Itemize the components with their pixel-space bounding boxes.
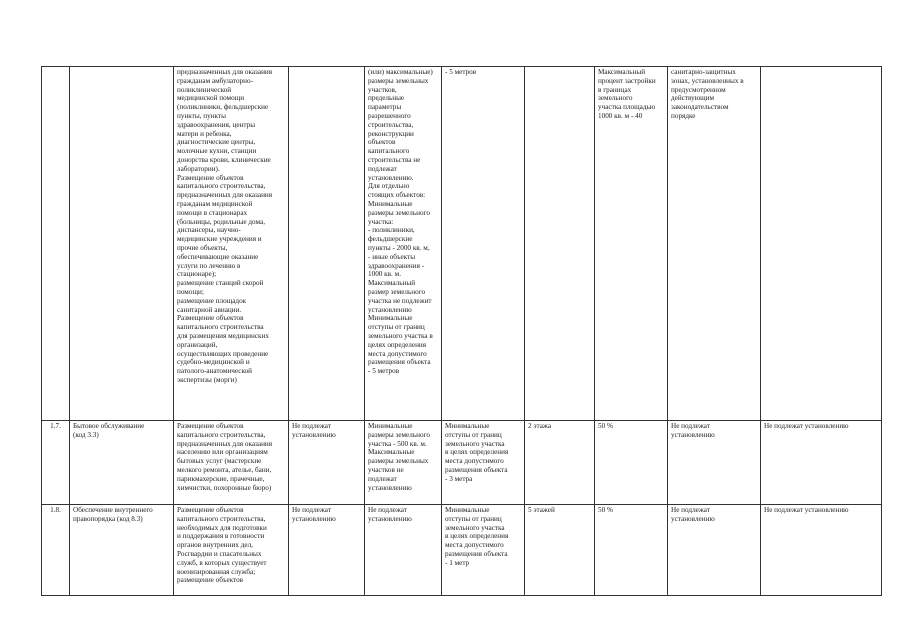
use-description: Размещение объектов капитального строительства, предназначенных для оказания населению или организациям бытовых услуг (мастерские мелкого ремонта, ателье, бани, парикмахерские, прачечные, химчистки, похоронные бюро) xyxy=(174,421,289,505)
row-number xyxy=(42,67,70,421)
row-number: 1.8. xyxy=(42,505,70,596)
row-number: 1.7. xyxy=(42,421,70,505)
coverage-cell: 50 % xyxy=(595,421,668,505)
cell-col10 xyxy=(761,67,882,421)
use-description: Размещение объектов капитального строительства, необходимых для подготовки и поддержания в готовности органов внутренних дел, Росгвардии и спасательных служб, в которых существует военизированная служба; размещение объектов xyxy=(174,505,289,596)
cell-col4: Не подлежат установлению xyxy=(289,421,365,505)
cell-col10: Не подлежат установлению xyxy=(761,421,882,505)
cell-col4: Не подлежат установлению xyxy=(289,505,365,596)
setback-cell: Минимальные отступы от границ земельного участка в целях определения места допустимого размещения объекта - 1 метр xyxy=(442,505,525,596)
use-type-name: Бытовое обслуживание (код 3.3) xyxy=(70,421,174,505)
restrictions-cell: Не подлежат установлению xyxy=(668,421,761,505)
cell-col4 xyxy=(289,67,365,421)
land-use-table xyxy=(41,66,882,596)
floors-cell xyxy=(525,67,595,421)
floors-cell: 2 этажа xyxy=(525,421,595,505)
use-type-name xyxy=(70,67,174,421)
table-row xyxy=(42,67,882,421)
setback-cell: - 5 метров xyxy=(442,67,525,421)
setback-cell: Минимальные отступы от границ земельного участка в целях определения места допустимого размещения объекта - 3 метра xyxy=(442,421,525,505)
floors-cell: 5 этажей xyxy=(525,505,595,596)
table-row xyxy=(42,505,882,596)
plot-size-cell: Не подлежат установлению xyxy=(365,505,442,596)
use-type-name: Обеспечение внутреннего правопорядка (код 8.3) xyxy=(70,505,174,596)
restrictions-cell: Не подлежат установлению xyxy=(668,505,761,596)
cell-col10: Не подлежат установлению xyxy=(761,505,882,596)
coverage-cell: Максимальный процент застройки в границах земельного участка площадью 1000 кв. м - 40 xyxy=(595,67,668,421)
plot-size-cell: (или) максимальные) размеры земельных участков, предельные параметры разрешенного строительства, реконструкции объектов капитального строительства не подлежат установлению. Для отдельно стоящих объектов: Минимальные размеры земельного участка: - поликлиники, фельдшерские пункты - 2000 кв. м, - иные объекты здравоохранения - 1000 кв. м. Максимальный размер земельного участка не подлежит установлению Минимальные отступы от границ земельного участка в целях определения места допустимого размещения объекта - 5 метров xyxy=(365,67,442,421)
restrictions-cell: санитарно-защитных зонах, установленных в предусмотренном действующим законодательством порядке xyxy=(668,67,761,421)
coverage-cell: 50 % xyxy=(595,505,668,596)
table-row xyxy=(42,421,882,505)
plot-size-cell: Минимальные размеры земельного участка - 500 кв. м. Максимальные размеры земельных участков не подлежат установлению xyxy=(365,421,442,505)
use-description: предназначенных для оказания гражданам амбулаторно- поликлинической медицинской помощи (поликлиники, фельдшерские пункты, пункты здравоохранения, центры матери и ребенка, диагностические центры, молочные кухни, станции донорства крови, клинические лаборатории). Размещение объектов капитального строительства, предназначенных для оказания гражданам медицинской помощи в стационарах (больницы, родильные дома, диспансеры, научно- медицинские учреждения и прочие объекты, обеспечивающие оказание услуги по лечению в стационаре); размещение станций скорой помощи; размещение площадок санитарной авиации. Размещение объектов капитального строительства для размещения медицинских организаций, осуществляющих проведение судебно-медицинской и патолого-анатомической экспертизы (морги) xyxy=(174,67,289,421)
